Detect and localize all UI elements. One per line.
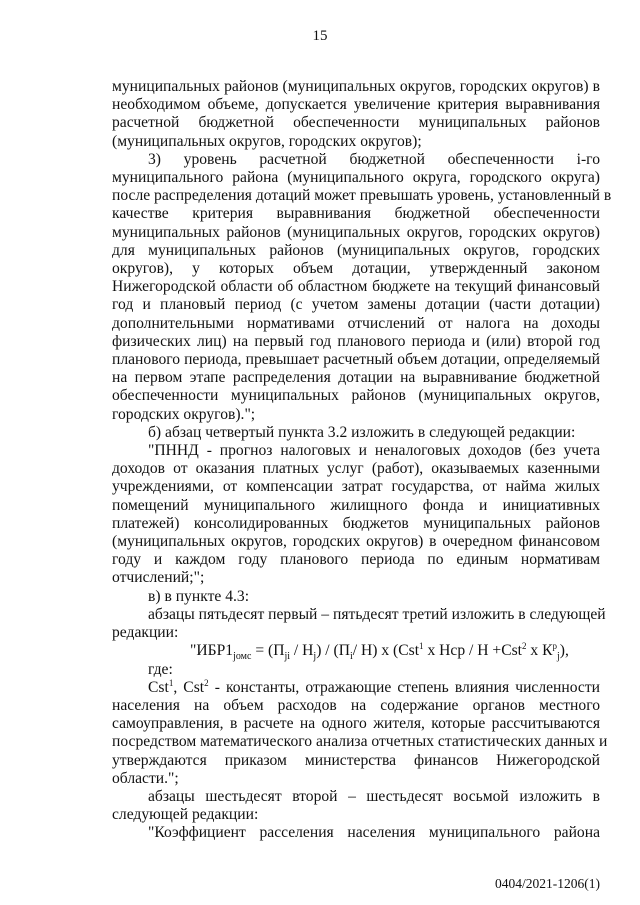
text-line: (муниципальных округов, городских округов);	[112, 132, 422, 150]
text-line: (муниципальных округов, городских округов) в очередном финансовом	[112, 533, 600, 551]
text-line: году и каждом году планового периода по единым нормативам	[112, 551, 600, 569]
text-line: населения на объем расходов на содержание органов местного	[112, 696, 600, 714]
formula-index: i	[349, 651, 353, 663]
text-line: муниципальных районов (муниципальных округов, городских округов) в	[112, 78, 600, 95]
text-line: планового периода, превышает расчетный объем дотации, определяемый	[112, 351, 600, 369]
formula-index: 2	[522, 641, 527, 652]
text-line: расчетной бюджетной обеспеченности муниципальных районов	[112, 114, 600, 132]
superscript: 2	[204, 677, 209, 688]
text-line: на первом этапе распределения дотации на выравнивание бюджетной	[112, 369, 600, 387]
formula-index: j	[557, 651, 560, 663]
text-line: после распределения дотаций может превышать уровень, установленный в	[112, 187, 612, 205]
text-line: самоуправления, в расчете на одного жителя, которые рассчитываются	[112, 715, 600, 733]
text-line: в) в пункте 4.3:	[148, 587, 250, 605]
superscript: 1	[168, 677, 174, 688]
page-number: 15	[312, 28, 328, 44]
text-line: б) абзац четвертый пункта 3.2 изложить в следующей редакции:	[148, 423, 576, 441]
text-line: отчислений;";	[112, 569, 205, 587]
text-line: где:	[148, 660, 173, 678]
text-line: посредством математического анализа отчетных статистических данных и	[112, 733, 608, 751]
text-line: абзацы шестьдесят второй – шестьдесят восьмой изложить в	[148, 787, 600, 805]
text-line: муниципального района (муниципального округа, городского округа)	[112, 169, 600, 187]
text-line: платежей) консолидированных бюджетов муниципальных районов	[112, 514, 600, 532]
text-line: области.";	[112, 769, 179, 787]
text-line: качестве критерия выравнивания бюджетной обеспеченности	[112, 205, 600, 223]
text-line: для муниципальных районов (муниципальных округов, городских	[112, 241, 600, 259]
text-line: обеспеченности муниципальных районов (муниципальных округов,	[112, 387, 600, 405]
formula-index: р	[552, 641, 558, 652]
text-line: округов), у которых объем дотации, утвержденный законом	[112, 260, 600, 278]
text-line: год и плановый период (с учетом замены дотации (части дотации)	[112, 296, 600, 314]
text-line: физических лиц) на первый год планового периода и (или) второй год	[112, 332, 600, 350]
text-line: помещений муниципального жилищного фонда и инициативных	[112, 496, 600, 514]
formula-index: jомс	[233, 651, 252, 663]
text-line: 3) уровень расчетной бюджетной обеспеченности i-го	[148, 150, 600, 168]
text-line: дополнительными нормативами отчислений от налога на доходы	[112, 314, 600, 332]
document-body	[112, 78, 612, 843]
text-line: Нижегородской области об областном бюджете на текущий финансовый	[112, 278, 600, 296]
text-line: "ПННД - прогноз налоговых и неналоговых доходов (без учета	[148, 442, 600, 460]
text-line: Cst$^1$, Cst$^2$ - константы, отражающие степень влияния численности	[148, 677, 601, 696]
text-line: абзацы пятьдесят первый – пятьдесят третий изложить в следующей	[148, 605, 606, 623]
formula-index: 1	[419, 641, 424, 652]
text-line: доходов от оказания платных услуг (работ), оказываемых казенными	[112, 460, 600, 478]
text-line: учреждениями, от компенсации затрат государства, от найма жилых	[112, 478, 600, 496]
document-code: 0404/2021-1206(1)	[495, 876, 600, 891]
formula-index: ji	[284, 651, 291, 663]
text-line: утверждаются приказом министерства финансов Нижегородской	[112, 751, 600, 769]
text-line: городских округов).";	[112, 405, 256, 423]
formula-index: j	[313, 651, 317, 663]
text-line: редакции:	[112, 624, 179, 642]
text-line: следующей редакции:	[112, 806, 259, 824]
formula-ibr: "$ИБР1_{jомс} = (П_{ji} / Н_j) / (П_i/$ Н) х (Cst$^1$ х Нср / Н +Cst$^2$ х $К^р_j$),	[190, 641, 569, 663]
text-line: необходимом объеме, допускается увеличение критерия выравнивания	[112, 96, 600, 114]
text-line: муниципальных районов (муниципальных округов, городских округов)	[112, 223, 600, 241]
text-line: "Коэффициент расселения населения муниципального района	[148, 824, 600, 842]
